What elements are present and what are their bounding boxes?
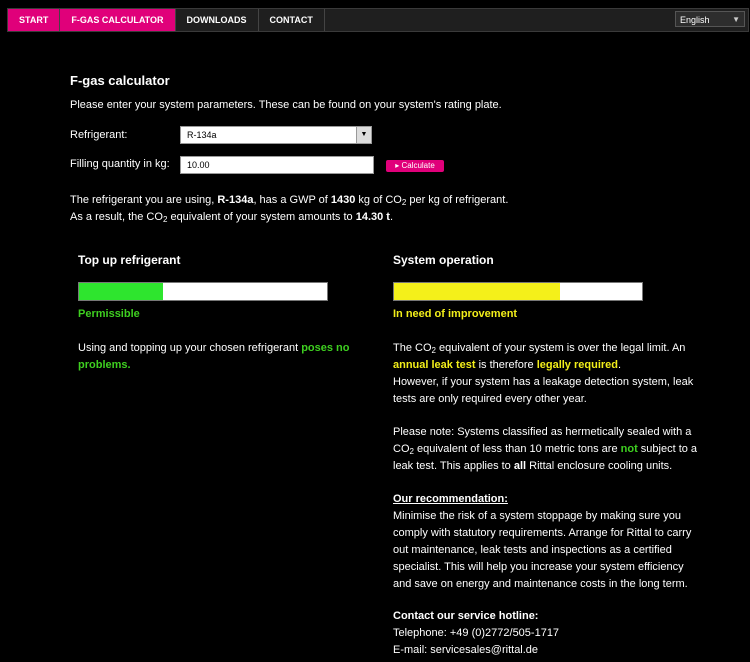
calculate-label: Calculate (401, 161, 435, 170)
recommendation-heading: Our recommendation: (393, 493, 508, 505)
operation-paragraph-1: The $CO_2$ equivalent of your system is over the legal limit. An annual leak test is therefore legally required. However, if your system has a leakage detection system, leak tests are only required every other year. (393, 342, 694, 405)
operation-level-fill (394, 283, 560, 300)
refrigerant-label: Refrigerant: (70, 129, 128, 141)
nav-fgas-calculator[interactable]: F-GAS CALCULATOR (60, 9, 175, 31)
top-up-heading: Top up refrigerant (78, 253, 181, 267)
main-nav (8, 9, 325, 31)
recommendation-section: Our recommendation: Minimise the risk of a system stoppage by making sure you comply with statutory requirements. Arrange for Rittal to carry out maintenance, leak tests and inspections as a certified specialist. This will help you increase your system efficiency and save on energy and maintenance costs in the long term. (393, 493, 692, 590)
page-title: F-gas calculator (70, 73, 170, 88)
quantity-input[interactable]: 10.00 (180, 156, 374, 174)
language-value: English (680, 15, 710, 25)
result-line-1: The refrigerant you are using, R-134a, has a GWP of 1430 kg of $CO_2$ per kg of refrigerant. (70, 194, 509, 207)
top-up-status: Permissible (78, 308, 140, 320)
hotline-heading: Contact our service hotline: (393, 610, 539, 622)
top-up-level-bar (78, 282, 328, 301)
calculate-button[interactable] (386, 160, 444, 172)
top-up-text: Using and topping up your chosen refrigerant poses no problems. (78, 342, 350, 371)
hotline-email: E-mail: servicesales@rittal.de (393, 644, 539, 656)
operation-heading: System operation (393, 253, 494, 267)
operation-status: In need of improvement (393, 308, 518, 320)
operation-level-bar (393, 282, 643, 301)
chevron-down-icon: ▼ (356, 127, 371, 143)
hotline-section (393, 608, 559, 659)
top-navigation-bar (7, 8, 749, 32)
intro-text: Please enter your system parameters. These can be found on your system's rating plate. (70, 99, 502, 111)
operation-paragraph-2: Please note: Systems classified as hermetically sealed with a $CO_2$ equivalent of less than 10 metric tons are not subject to a leak test. This applies to all Rittal enclosure cooling units. (393, 426, 698, 472)
result-line-2: As a result, the $CO_2$ equivalent of your system amounts to 14.30 t. (70, 211, 394, 224)
refrigerant-select[interactable] (180, 126, 372, 144)
result-co2: 14.30 t (355, 211, 390, 223)
nav-contact[interactable]: CONTACT (259, 9, 325, 31)
quantity-label: Filling quantity in kg: (70, 158, 170, 170)
refrigerant-value: R-134a (187, 130, 217, 140)
language-select[interactable] (675, 11, 745, 27)
nav-downloads[interactable]: DOWNLOADS (176, 9, 259, 31)
top-up-level-fill (79, 283, 163, 300)
chevron-down-icon: ▼ (732, 15, 740, 24)
nav-start[interactable]: START (8, 9, 60, 31)
result-gwp: 1430 (330, 194, 356, 206)
play-icon: ▸ (395, 161, 400, 170)
hotline-telephone: Telephone: +49 (0)2772/505-1717 (393, 627, 560, 639)
result-refrigerant: R-134a (217, 194, 254, 206)
